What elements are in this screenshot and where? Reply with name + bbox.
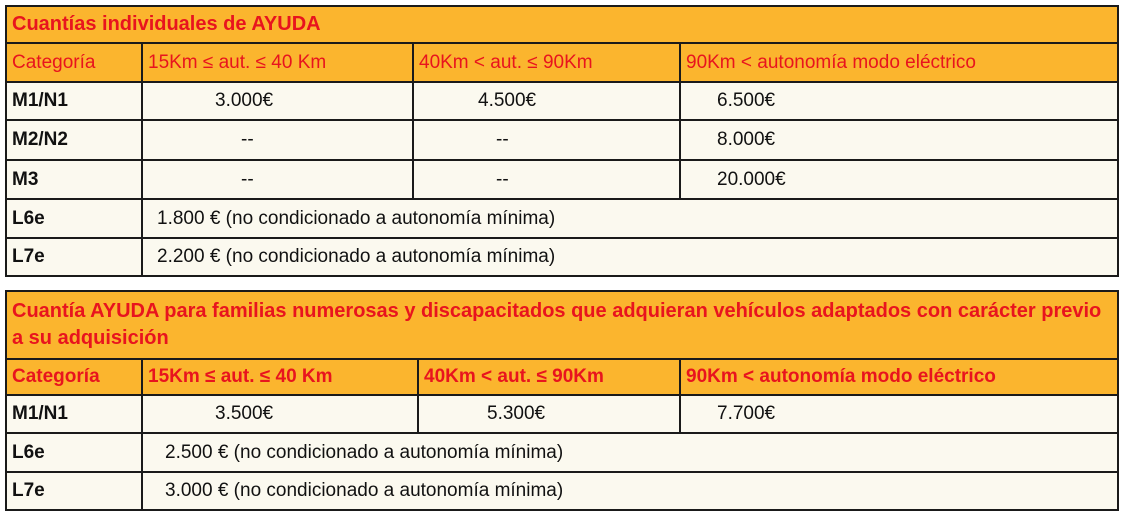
table-row: [6, 120, 1118, 160]
cell-value-wide: 2.500 € (no condicionado a autonomía mínima): [142, 433, 1118, 472]
column-header-range-15-40: 15Km ≤ aut. ≤ 40 Km: [142, 359, 418, 395]
table-row: [6, 433, 1118, 472]
table-row: [6, 199, 1118, 238]
cell-value-wide: 2.200 € (no condicionado a autonomía mínima): [142, 238, 1118, 276]
cell-value: --: [142, 120, 413, 160]
table-row: [6, 472, 1118, 510]
row-category: M3: [6, 160, 142, 199]
column-header-range-40-90: 40Km < aut. ≤ 90Km: [413, 43, 680, 82]
row-category: M1/N1: [6, 395, 142, 433]
column-header-range-90-plus: 90Km < autonomía modo eléctrico: [680, 43, 1118, 82]
cell-value: 4.500€: [413, 82, 680, 120]
table-row: [6, 238, 1118, 276]
column-header-range-40-90: 40Km < aut. ≤ 90Km: [418, 359, 680, 395]
cell-value: --: [413, 120, 680, 160]
subsidy-table-individual: [5, 5, 1119, 277]
row-category: L7e: [6, 472, 142, 510]
cell-value: 3.500€: [142, 395, 418, 433]
row-category: L6e: [6, 199, 142, 238]
cell-value: 6.500€: [680, 82, 1118, 120]
cell-value-wide: 3.000 € (no condicionado a autonomía mínima): [142, 472, 1118, 510]
column-header-range-15-40: 15Km ≤ aut. ≤ 40 Km: [142, 43, 413, 82]
cell-value: 20.000€: [680, 160, 1118, 199]
table-title: Cuantías individuales de AYUDA: [6, 6, 1118, 43]
subsidy-table-families: [5, 290, 1119, 511]
column-header-category: Categoría: [6, 43, 142, 82]
row-category: L7e: [6, 238, 142, 276]
cell-value: 5.300€: [418, 395, 680, 433]
column-header-range-90-plus: 90Km < autonomía modo eléctrico: [680, 359, 1118, 395]
cell-value: 7.700€: [680, 395, 1118, 433]
column-header-category: Categoría: [6, 359, 142, 395]
table-title: Cuantía AYUDA para familias numerosas y discapacitados que adquieran vehículos adaptados con carácter previo a su adquisición: [6, 291, 1118, 359]
row-category: M2/N2: [6, 120, 142, 160]
table-row: [6, 395, 1118, 433]
cell-value: --: [413, 160, 680, 199]
cell-value-wide: 1.800 € (no condicionado a autonomía mínima): [142, 199, 1118, 238]
table-row: [6, 82, 1118, 120]
table-row: [6, 160, 1118, 199]
cell-value: 3.000€: [142, 82, 413, 120]
cell-value: --: [142, 160, 413, 199]
row-category: L6e: [6, 433, 142, 472]
row-category: M1/N1: [6, 82, 142, 120]
cell-value: 8.000€: [680, 120, 1118, 160]
